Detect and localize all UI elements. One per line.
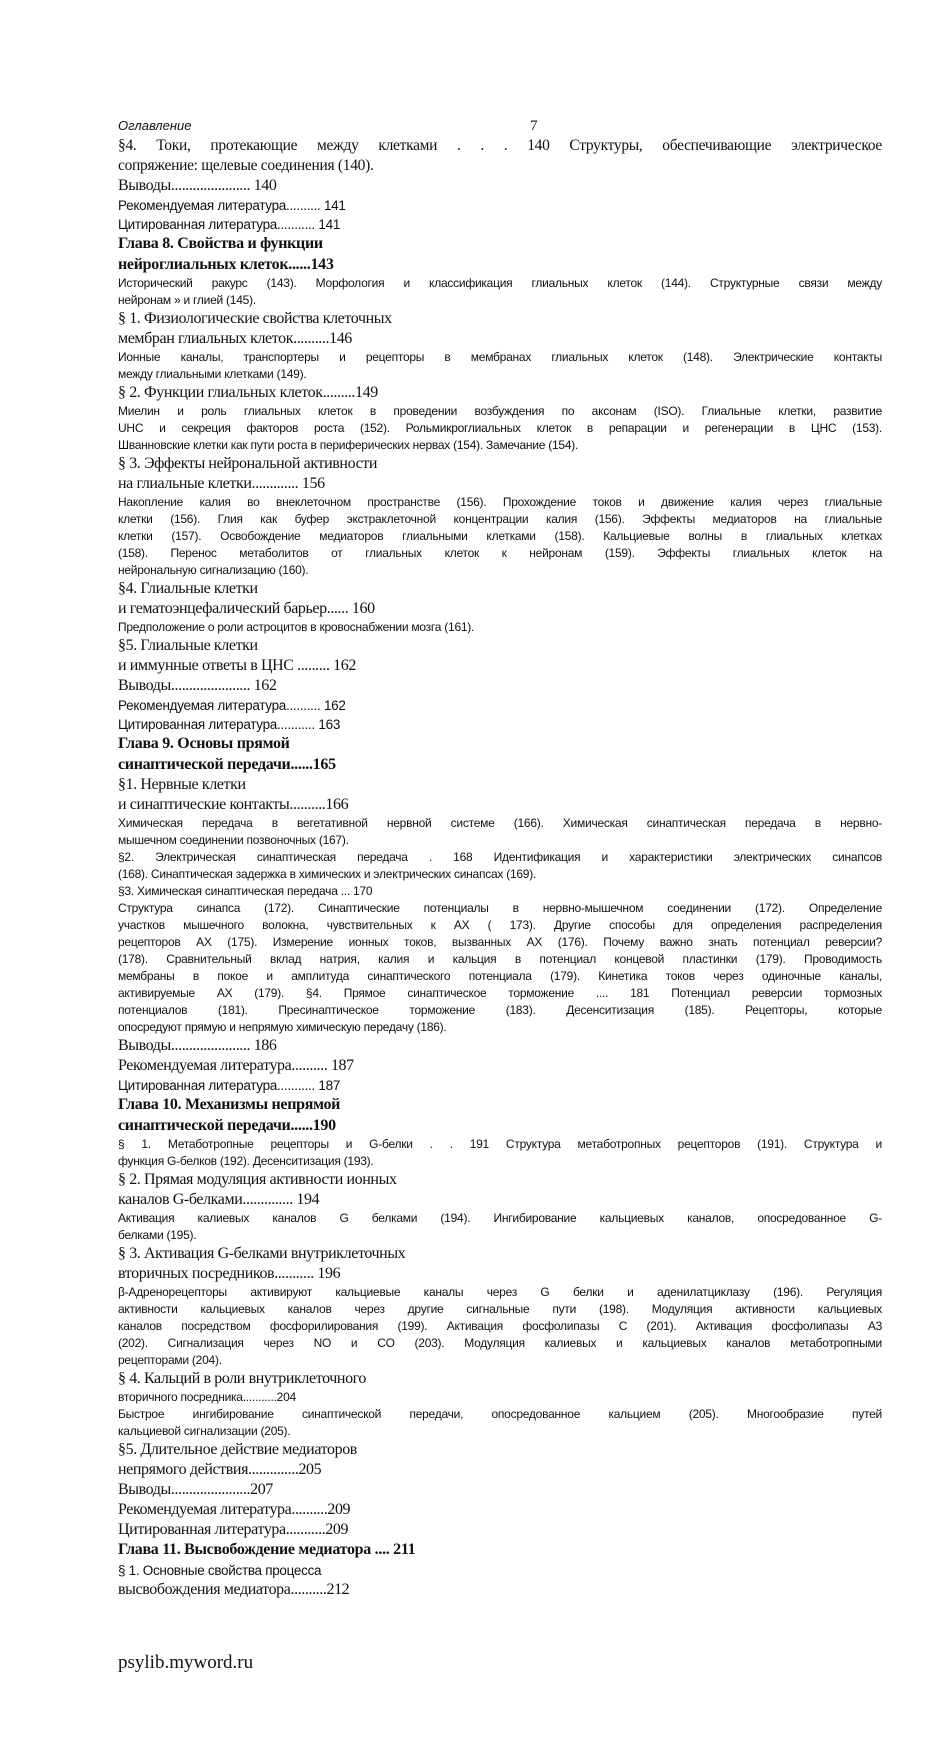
- toc-entry: § 3. Активация G-белками внутриклеточных: [118, 1245, 406, 1262]
- toc-entry: Выводы...................... 140: [118, 177, 277, 194]
- description-line: Структура синапса (172). Синаптические потенциалы в нервно-мышечном соединении (172). Определение: [118, 901, 882, 915]
- toc-entry: Рекомендуемая литература.......... 187: [118, 1057, 354, 1074]
- description-line: сопряжение: щелевые соединения (140).: [118, 157, 374, 174]
- toc-entry: каналов G-белками.............. 194: [118, 1191, 320, 1208]
- toc-entry: § 3. Эффекты нейрональной активности: [118, 455, 378, 472]
- toc-entry: мембран глиальных клеток..........146: [118, 330, 352, 347]
- description-line: (168). Синаптическая задержка в химических и электрических синапсах (169).: [118, 867, 537, 881]
- toc-entry: высвобождения медиатора..........212: [118, 1580, 350, 1598]
- running-header: [118, 116, 882, 136]
- toc-entry: на глиальные клетки............. 156: [118, 475, 325, 492]
- toc-entry: Рекомендуемая литература.......... 141: [118, 198, 346, 213]
- description-line: Химическая передача в вегетативной нервной системе (166). Химическая синаптическая передача в нервно-: [118, 816, 882, 830]
- chapter-heading: синаптической передачи......165: [118, 755, 336, 773]
- toc-description: [118, 1136, 882, 1170]
- toc-entry: Предположение о роли астроцитов в кровоснабжении мозга (161).: [118, 620, 475, 634]
- chapter-heading: Глава 9. Основы прямой: [118, 735, 290, 752]
- description-line: Накопление калия во внеклеточном пространстве (156). Прохождение токов и движение калия через глиальные: [118, 495, 882, 509]
- description-line: мембраны в покое и амплитуда синаптического потенциала (179). Кинетика токов через одиночные каналы,: [118, 969, 882, 983]
- description-line: рецепторов АХ (175). Измерение ионных токов, вызванных АХ (176). Почему важно знать потенциал реверсии?: [118, 935, 882, 949]
- toc-entry: Выводы...................... 162: [118, 677, 277, 694]
- toc-description: [118, 815, 882, 849]
- toc-description: [118, 1406, 882, 1440]
- description-line: активности кальциевых каналов через другие сигнальные пути (198). Модуляция активности кальциевых: [118, 1302, 882, 1316]
- chapter-heading: синаптической передачи......190: [118, 1116, 336, 1134]
- toc-description: [118, 1210, 882, 1244]
- toc-entry: § 1. Физиологические свойства клеточных: [118, 310, 392, 327]
- description-line: Ионные каналы, транспортеры и рецепторы в мембранах глиальных клеток (148). Электрические контакты: [118, 350, 882, 364]
- description-line: кальциевой сигнализации (205).: [118, 1424, 291, 1438]
- description-line: между глиальными клетками (149).: [118, 367, 307, 381]
- toc-description: [118, 494, 882, 579]
- toc-entry: Цитированная литература........... 141: [118, 217, 341, 232]
- toc-description: [118, 349, 882, 383]
- description-line: участков мышечного волокна, чувствительных к АХ ( 173). Другие способы для определения распределения: [118, 918, 882, 932]
- toc-description: [118, 136, 882, 176]
- description-line: функция G-белков (192). Десенситизация (193).: [118, 1154, 374, 1168]
- toc-description: [118, 403, 882, 454]
- toc-entry: Выводы......................207: [118, 1481, 273, 1498]
- description-line: β-Адренорецепторы активируют кальциевые каналы через G белки и аденилатциклазу (196). Регуляция: [118, 1285, 882, 1299]
- description-line: Исторический ракурс (143). Морфология и классификация глиальных клеток (144). Структурные связи между: [118, 276, 882, 290]
- description-line: Быстрое ингибирование синаптической передачи, опосредованное кальцием (205). Многообразие путей: [118, 1407, 882, 1421]
- description-line: белками (195).: [118, 1228, 197, 1242]
- description-line: § 1. Метаботропные рецепторы и G-белки . . 191 Структура метаботропных рецепторов (191). Структура и: [118, 1137, 882, 1151]
- chapter-heading: Глава 10. Механизмы непрямой: [118, 1096, 341, 1113]
- toc-entry: § 2. Прямая модуляция активности ионных: [118, 1171, 397, 1188]
- page-number: 7: [530, 118, 538, 134]
- description-line: клетки (156). Глия как буфер экстраклеточной концентрации калия (156). Эффекты медиаторов на глиальные: [118, 512, 882, 526]
- description-line: (158). Перенос метаболитов от глиальных клеток к нейронам (159). Эффекты глиальных клеток на: [118, 546, 882, 560]
- description-line: потенциалов (181). Пресинаптическое торможение (183). Десенситизация (185). Рецепторы, которые: [118, 1003, 882, 1017]
- toc-entry: непрямого действия..............205: [118, 1461, 322, 1478]
- toc-entry: вторичных посредников........... 196: [118, 1265, 341, 1282]
- toc-entry: §4. Глиальные клетки: [118, 580, 258, 597]
- toc-entry: Рекомендуемая литература..........209: [118, 1501, 351, 1518]
- description-line: (178). Сравнительный вклад натрия, калия и кальция в потенциал концевой пластинки (179). Проводимость: [118, 952, 882, 966]
- description-line: каналов посредством фосфорилирования (199). Активация фосфолипазы С (201). Активация фосфолипазы A3: [118, 1319, 882, 1333]
- toc-entry: § 2. Функции глиальных клеток.........149: [118, 384, 378, 401]
- description-line: мышечном соединении позвоночных (167).: [118, 833, 349, 847]
- toc-entry: § 1. Основные свойства процесса: [118, 1562, 322, 1578]
- description-line: Активация калиевых каналов G белками (194). Ингибирование кальциевых каналов, опосредованное G-: [118, 1211, 882, 1225]
- header-title: Оглавление: [118, 118, 192, 133]
- toc-entry: §5. Глиальные клетки: [118, 637, 258, 654]
- toc-description: [118, 275, 882, 309]
- description-line: Шванновские клетки как пути роста в периферических нервах (154). Замечание (154).: [118, 438, 579, 452]
- description-line: UHC и секреция факторов роста (152). Рольмикроглиальных клеток в репарации и регенерации в ЦНС (153).: [118, 421, 882, 435]
- toc-description: [118, 900, 882, 1036]
- toc-entry: §5. Длительное действие медиаторов: [118, 1441, 357, 1458]
- toc-entry: и синаптические контакты..........166: [118, 796, 349, 813]
- toc-entry: Рекомендуемая литература.......... 162: [118, 698, 346, 713]
- toc-entry: и гематоэнцефалический барьер...... 160: [118, 600, 375, 617]
- toc-entry: Цитированная литература...........209: [118, 1521, 349, 1538]
- toc-entries: [118, 136, 882, 1600]
- footer-site-url: psylib.myword.ru: [118, 1652, 254, 1673]
- chapter-heading: нейроглиальных клеток......143: [118, 255, 334, 273]
- description-line: нейрональную сигнализацию (160).: [118, 563, 309, 577]
- description-line: нейронам » и глией (145).: [118, 293, 256, 307]
- toc-entry: Выводы...................... 186: [118, 1037, 277, 1054]
- toc-entry: §1. Нервные клетки: [118, 776, 246, 793]
- table-of-contents: [118, 116, 882, 1600]
- toc-entry: и иммунные ответы в ЦНС ......... 162: [118, 657, 356, 674]
- chapter-heading: Глава 8. Свойства и функции: [118, 235, 323, 252]
- toc-entry: вторичного посредника...........204: [118, 1390, 296, 1404]
- description-line: Миелин и роль глиальных клеток в проведении возбуждения по аксонам (ISO). Глиальные клетки, развитие: [118, 404, 882, 418]
- toc-entry: § 4. Кальций в роли внутриклеточного: [118, 1370, 367, 1387]
- chapter-heading: Глава 11. Высвобождение медиатора .... 211: [118, 1541, 416, 1558]
- description-line: клетки (157). Освобождение медиаторов глиальными клетками (158). Кальциевые волны в глиальных клетках: [118, 529, 882, 543]
- description-line: (202). Сигнализация через NO и CO (203). Модуляция калиевых и кальциевых каналов метаботропными: [118, 1336, 882, 1350]
- description-line: §4. Токи, протекающие между клетками . . . 140 Структуры, обеспечивающие электрическое: [118, 137, 882, 154]
- toc-entry: Цитированная литература........... 163: [118, 717, 341, 732]
- description-line: рецепторами (204).: [118, 1353, 222, 1367]
- description-line: §2. Электрическая синаптическая передача . 168 Идентификация и характеристики электрических синапсов: [118, 850, 882, 864]
- description-line: опосредуют прямую и непрямую химическую передачу (186).: [118, 1020, 447, 1034]
- toc-entry: §3. Химическая синаптическая передача ... 170: [118, 884, 373, 898]
- toc-description: [118, 849, 882, 883]
- description-line: активируемые АХ (179). §4. Прямое синаптическое торможение .... 181 Потенциал реверсии тормозных: [118, 986, 882, 1000]
- toc-entry: Цитированная литература........... 187: [118, 1078, 341, 1093]
- toc-description: [118, 1284, 882, 1369]
